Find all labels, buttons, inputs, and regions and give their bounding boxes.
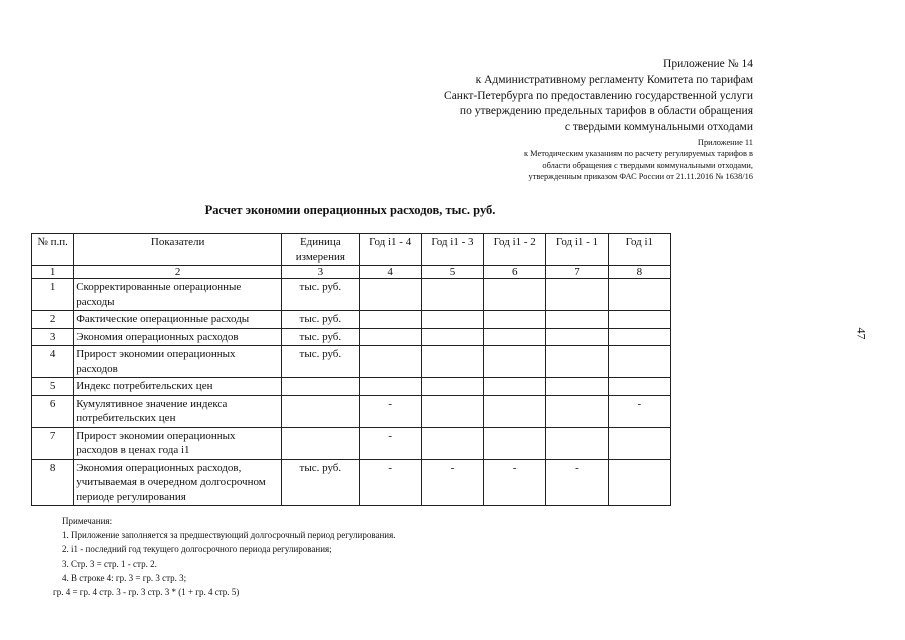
table-row (32, 311, 671, 329)
year-value-cell (608, 346, 670, 378)
table-row (32, 378, 671, 396)
indicator-name: Фактические операционные расходы (74, 311, 282, 329)
year-value-cell (546, 311, 608, 329)
column-index: 2 (74, 266, 282, 279)
header-line: к Административному регламенту Комитета по тарифам (475, 73, 753, 86)
year-value-cell (484, 328, 546, 346)
note-item: 2. i1 - последний год текущего долгосрочного периода регулирования; (62, 544, 332, 555)
table-row (32, 395, 671, 427)
row-number: 5 (32, 378, 74, 396)
indicator-name: Прирост экономии операционных расходов (74, 346, 282, 378)
year-value-cell: - (359, 459, 421, 506)
year-value-cell (546, 328, 608, 346)
row-number: 1 (32, 279, 74, 311)
year-value-cell (546, 427, 608, 459)
document-header (444, 57, 753, 183)
year-value-cell (546, 346, 608, 378)
column-header: № п.п. (32, 234, 74, 266)
row-number: 2 (32, 311, 74, 329)
appendix-11-label: Приложение 11 (697, 137, 753, 147)
year-value-cell (421, 328, 483, 346)
table-row (32, 459, 671, 506)
header-line: Санкт-Петербурга по предоставлению государственной услуги (444, 89, 753, 102)
header-line: с твердыми коммунальными отходами (564, 121, 753, 134)
row-number: 3 (32, 328, 74, 346)
column-index: 3 (282, 266, 359, 279)
header-small-line: к Методическим указаниям по расчету регулируемых тарифов в (524, 149, 753, 159)
table-header-row (32, 234, 671, 266)
column-header: Год i1 - 4 (359, 234, 421, 266)
column-index-row (32, 266, 671, 279)
column-index: 1 (32, 266, 74, 279)
row-number: 6 (32, 395, 74, 427)
column-header: Год i1 - 3 (421, 234, 483, 266)
column-index: 5 (421, 266, 483, 279)
unit-cell: тыс. руб. (282, 346, 359, 378)
document-title: Расчет экономии операционных расходов, тыс. руб. (204, 203, 496, 217)
table-row (32, 328, 671, 346)
year-value-cell (359, 279, 421, 311)
year-value-cell: - (608, 395, 670, 427)
calculation-table (31, 233, 671, 506)
row-number: 8 (32, 459, 74, 506)
indicator-name: Экономия операционных расходов, учитываемая в очередном долгосрочном периоде регулирования (74, 459, 282, 506)
year-value-cell (608, 427, 670, 459)
indicator-name: Скорректированные операционные расходы (74, 279, 282, 311)
year-value-cell (546, 378, 608, 396)
header-small-line: утвержденным приказом ФАС России от 21.11.2016 № 1638/16 (528, 172, 753, 182)
year-value-cell (421, 279, 483, 311)
row-number: 7 (32, 427, 74, 459)
page-number: 47 (854, 327, 869, 340)
header-line: по утверждению предельных тарифов в области обращения (459, 105, 753, 118)
row-number: 4 (32, 346, 74, 378)
column-index: 6 (484, 266, 546, 279)
year-value-cell (546, 279, 608, 311)
unit-cell (282, 395, 359, 427)
notes-heading: Примечания: (62, 516, 113, 526)
year-value-cell (421, 378, 483, 396)
year-value-cell (421, 395, 483, 427)
note-item: 1. Приложение заполняется за предшествующий долгосрочный период регулирования. (62, 530, 396, 541)
year-value-cell: - (546, 459, 608, 506)
table-row (32, 279, 671, 311)
notes (53, 514, 396, 599)
year-value-cell (484, 427, 546, 459)
note-formula: гр. 4 = гр. 4 стр. 3 - гр. 3 стр. 3 * (1 + гр. 4 стр. 5) (53, 587, 240, 598)
indicator-name: Индекс потребительских цен (74, 378, 282, 396)
year-value-cell (546, 395, 608, 427)
year-value-cell: - (484, 459, 546, 506)
unit-cell: тыс. руб. (282, 328, 359, 346)
indicator-name: Кумулятивное значение индекса потребительских цен (74, 395, 282, 427)
year-value-cell (608, 279, 670, 311)
year-value-cell (359, 346, 421, 378)
year-value-cell (484, 346, 546, 378)
year-value-cell (608, 311, 670, 329)
column-header: Год i1 - 2 (484, 234, 546, 266)
indicator-name: Прирост экономии операционных расходов в ценах года i1 (74, 427, 282, 459)
indicator-name: Экономия операционных расходов (74, 328, 282, 346)
column-header: Год i1 (608, 234, 670, 266)
column-header: Год i1 - 1 (546, 234, 608, 266)
year-value-cell (359, 328, 421, 346)
header-line: Приложение № 14 (663, 58, 753, 70)
column-header: Единица измерения (282, 234, 359, 266)
note-item: 3. Стр. 3 = стр. 1 - стр. 2. (62, 558, 157, 569)
unit-cell: тыс. руб. (282, 311, 359, 329)
year-value-cell (359, 311, 421, 329)
column-index: 7 (546, 266, 608, 279)
year-value-cell (608, 378, 670, 396)
column-index: 8 (608, 266, 670, 279)
unit-cell (282, 427, 359, 459)
year-value-cell (608, 459, 670, 506)
unit-cell: тыс. руб. (282, 459, 359, 506)
year-value-cell (484, 279, 546, 311)
unit-cell: тыс. руб. (282, 279, 359, 311)
year-value-cell: - (359, 427, 421, 459)
year-value-cell (484, 378, 546, 396)
column-index: 4 (359, 266, 421, 279)
year-value-cell: - (421, 459, 483, 506)
year-value-cell (484, 311, 546, 329)
year-value-cell: - (359, 395, 421, 427)
unit-cell (282, 378, 359, 396)
year-value-cell (608, 328, 670, 346)
column-header: Показатели (74, 234, 282, 266)
year-value-cell (421, 427, 483, 459)
note-item: 4. В строке 4: гр. 3 = гр. 3 стр. 3; (62, 572, 187, 583)
year-value-cell (421, 346, 483, 378)
header-small-line: области обращения с твердыми коммунальными отходами, (542, 160, 753, 170)
year-value-cell (421, 311, 483, 329)
table-row (32, 346, 671, 378)
year-value-cell (484, 395, 546, 427)
table-row (32, 427, 671, 459)
year-value-cell (359, 378, 421, 396)
